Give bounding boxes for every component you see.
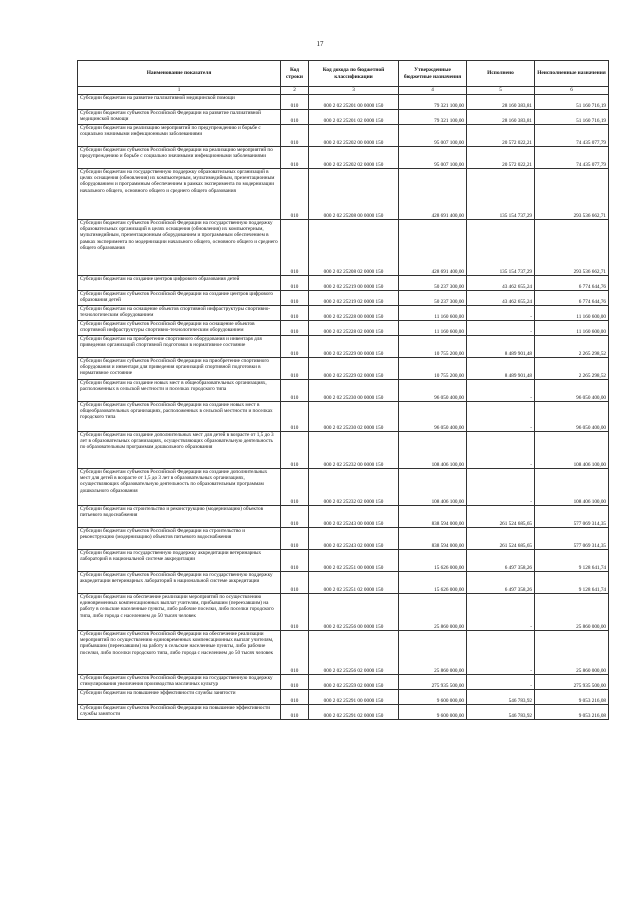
row-executed: 8 489 901,48 [467, 336, 535, 358]
row-executed: - [467, 380, 535, 402]
table-row [78, 110, 609, 125]
table-row [78, 336, 609, 358]
row-unexecuted: 11 160 600,00 [535, 321, 609, 336]
table-row [78, 169, 609, 220]
row-code: 010 [281, 690, 309, 705]
table-row [78, 675, 609, 690]
row-name: Субсидии бюджетам субъектов Российской Федерации на государственную поддержку аккредитации ветеринарных лабораторий в национальной системе аккредитации [78, 572, 281, 594]
row-name: Субсидии бюджетам субъектов Российской Федерации на создание дополнительных мест для детей в возрасте от 1,5 до 3 лет в образовательных организациях, осуществляющих образовательную деятельность по образовательным программам дошкольного образования [78, 469, 281, 506]
row-budget-code: 000 2 02 25228 00 0000 150 [309, 306, 399, 321]
row-budget-code: 000 2 02 25228 02 0000 150 [309, 321, 399, 336]
table-row [78, 321, 609, 336]
row-name: Субсидии бюджетам на обеспечение реализации мероприятий по осуществлению единовременных компенсационных выплат учителям, прибывшим (переехавшим) на работу в сельские населенные пункты, либо рабочие поселки, либо поселки городского типа, либо города с населением до 50 тысяч человек [78, 594, 281, 631]
row-name: Субсидии бюджетам на строительство и реконструкцию (модернизацию) объектов питьевого водоснабжения [78, 506, 281, 528]
row-executed: 43 462 655,24 [467, 291, 535, 306]
row-name: Субсидии бюджетам на оснащение объектов спортивной инфраструктуры спортивно-технологическим оборудованием [78, 306, 281, 321]
row-code: 010 [281, 469, 309, 506]
row-budget-code: 000 2 02 25201 00 0000 150 [309, 95, 399, 110]
row-budget-code: 000 2 02 25229 02 0000 150 [309, 358, 399, 380]
row-budget-code: 000 2 02 25201 02 0000 150 [309, 110, 399, 125]
row-unexecuted: 577 069 314,35 [535, 506, 609, 528]
table-row [78, 306, 609, 321]
row-code: 010 [281, 675, 309, 690]
row-executed: 28 160 383,81 [467, 110, 535, 125]
row-budget-code: 000 2 02 25208 00 0000 150 [309, 169, 399, 220]
row-name: Субсидии бюджетам на создание новых мест в общеобразовательных организациях, расположенных в сельской местности и поселках городского типа [78, 380, 281, 402]
row-code: 010 [281, 110, 309, 125]
row-approved: 428 691 400,00 [399, 220, 467, 276]
row-name: Субсидии бюджетам на государственную поддержку образовательных организаций в целях оснащения (обновления) их компьютерным, мультимедийным, презентационным оборудованием и программным обеспечением в рамках эксперимента по модернизации начального общего, основного общего и среднего общего образования [78, 169, 281, 220]
table-row [78, 550, 609, 572]
row-approved: 79 321 100,00 [399, 95, 467, 110]
row-executed: 261 524 685,65 [467, 506, 535, 528]
row-executed: 6 497 358,26 [467, 572, 535, 594]
row-executed: 6 497 358,26 [467, 550, 535, 572]
row-unexecuted: 6 774 644,76 [535, 291, 609, 306]
row-executed: 135 154 737,29 [467, 220, 535, 276]
page-number: 17 [316, 40, 324, 48]
header-code: Код строки [281, 61, 309, 87]
row-unexecuted: 9 053 216,08 [535, 705, 609, 720]
table-row [78, 291, 609, 306]
row-code: 010 [281, 528, 309, 550]
row-unexecuted: 51 160 716,19 [535, 95, 609, 110]
row-code: 010 [281, 169, 309, 220]
table-row [78, 276, 609, 291]
row-unexecuted: 2 265 298,52 [535, 336, 609, 358]
row-executed: 546 783,92 [467, 690, 535, 705]
row-unexecuted: 108 406 100,00 [535, 469, 609, 506]
row-code: 010 [281, 402, 309, 432]
row-name: Субсидии бюджетам на реализацию мероприятий по предупреждению и борьбе с социально значимыми инфекционными заболеваниями [78, 125, 281, 147]
row-approved: 15 626 000,00 [399, 550, 467, 572]
column-index: 4 [399, 87, 467, 95]
row-budget-code: 000 2 02 25251 00 0000 150 [309, 550, 399, 572]
row-name: Субсидии бюджетам субъектов Российской Федерации на приобретение спортивного оборудования и инвентаря для приведения организаций спортивной подготовки в нормативное состояние [78, 358, 281, 380]
table-row [78, 220, 609, 276]
row-code: 010 [281, 432, 309, 469]
row-approved: 10 755 200,00 [399, 336, 467, 358]
row-budget-code: 000 2 02 25232 02 0000 150 [309, 469, 399, 506]
row-executed: - [467, 306, 535, 321]
row-name: Субсидии бюджетам на развитие паллиативной медицинской помощи [78, 95, 281, 110]
column-index-row [78, 87, 609, 95]
row-code: 010 [281, 147, 309, 169]
row-budget-code: 000 2 02 25243 02 0000 150 [309, 528, 399, 550]
row-code: 010 [281, 631, 309, 675]
row-budget-code: 000 2 02 25219 00 0000 150 [309, 276, 399, 291]
report-table [77, 60, 609, 720]
row-approved: 108 406 100,00 [399, 469, 467, 506]
row-executed: 135 154 737,29 [467, 169, 535, 220]
table-row [78, 631, 609, 675]
row-budget-code: 000 2 02 25291 00 0000 150 [309, 690, 399, 705]
column-index: 1 [78, 87, 281, 95]
column-index: 3 [309, 87, 399, 95]
row-code: 010 [281, 306, 309, 321]
row-approved: 50 237 300,00 [399, 291, 467, 306]
row-approved: 95 007 100,00 [399, 147, 467, 169]
row-budget-code: 000 2 02 25251 02 0000 150 [309, 572, 399, 594]
row-approved: 95 007 100,00 [399, 125, 467, 147]
row-code: 010 [281, 506, 309, 528]
header-unexecuted: Неисполненные назначения [535, 61, 609, 87]
header-approved: Утвержденные бюджетные назначения [399, 61, 467, 87]
row-executed: - [467, 402, 535, 432]
row-name: Субсидии бюджетам субъектов Российской Федерации на реализацию мероприятий по предупреждению и борьбе с социально значимыми инфекционными заболеваниями [78, 147, 281, 169]
table-row [78, 690, 609, 705]
row-name: Субсидии бюджетам субъектов Российской Федерации на создание новых мест в общеобразовательных организациях, расположенных в сельской местности и поселках городского типа [78, 402, 281, 432]
row-executed: 43 462 655,24 [467, 276, 535, 291]
row-unexecuted: 9 053 216,08 [535, 690, 609, 705]
row-name: Субсидии бюджетам субъектов Российской Федерации на создание центров цифрового образования детей [78, 291, 281, 306]
row-executed: 261 524 685,65 [467, 528, 535, 550]
row-budget-code: 000 2 02 25259 02 0000 150 [309, 675, 399, 690]
row-unexecuted: 9 128 641,74 [535, 550, 609, 572]
row-unexecuted: 96 050 400,00 [535, 380, 609, 402]
table-row [78, 469, 609, 506]
row-code: 010 [281, 572, 309, 594]
row-code: 010 [281, 220, 309, 276]
table-row [78, 95, 609, 110]
row-name: Субсидии бюджетам на государственную поддержку аккредитации ветеринарных лабораторий в национальной системе аккредитации [78, 550, 281, 572]
table-row [78, 594, 609, 631]
row-executed: - [467, 631, 535, 675]
row-unexecuted: 25 860 000,00 [535, 631, 609, 675]
row-approved: 10 755 200,00 [399, 358, 467, 380]
row-approved: 79 321 100,00 [399, 110, 467, 125]
row-budget-code: 000 2 02 25291 02 0000 150 [309, 705, 399, 720]
row-code: 010 [281, 291, 309, 306]
row-approved: 9 600 000,00 [399, 690, 467, 705]
row-code: 010 [281, 336, 309, 358]
table-body [78, 95, 609, 720]
row-budget-code: 000 2 02 25243 00 0000 150 [309, 506, 399, 528]
table-header-row [78, 61, 609, 87]
row-budget-code: 000 2 02 25256 00 0000 150 [309, 594, 399, 631]
row-unexecuted: 577 069 314,35 [535, 528, 609, 550]
row-budget-code: 000 2 02 25202 02 0000 150 [309, 147, 399, 169]
row-approved: 9 600 000,00 [399, 705, 467, 720]
row-unexecuted: 108 406 100,00 [535, 432, 609, 469]
row-unexecuted: 25 860 000,00 [535, 594, 609, 631]
row-executed: 28 160 383,81 [467, 95, 535, 110]
row-budget-code: 000 2 02 25219 02 0000 150 [309, 291, 399, 306]
row-executed: 8 489 901,48 [467, 358, 535, 380]
row-unexecuted: 51 160 716,19 [535, 110, 609, 125]
row-executed: - [467, 321, 535, 336]
row-unexecuted: 293 536 662,71 [535, 169, 609, 220]
table-row [78, 506, 609, 528]
row-unexecuted: 6 774 644,76 [535, 276, 609, 291]
row-name: Субсидии бюджетам субъектов Российской Федерации на оснащение объектов спортивной инфраструктуры спортивно-технологическим оборудованием [78, 321, 281, 336]
row-approved: 25 860 000,00 [399, 594, 467, 631]
row-name: Субсидии бюджетам на приобретение спортивного оборудования и инвентаря для приведения организаций спортивной подготовки в нормативное состояние [78, 336, 281, 358]
column-index: 2 [281, 87, 309, 95]
row-approved: 96 050 400,00 [399, 380, 467, 402]
row-name: Субсидии бюджетам на создание центров цифрового образования детей [78, 276, 281, 291]
column-index: 6 [535, 87, 609, 95]
row-name: Субсидии бюджетам субъектов Российской Федерации на обеспечение реализации мероприятий по осуществлению единовременных компенсационных выплат учителям, прибывшим (переехавшим) на работу в сельские населенные пункты, либо рабочие поселки, либо поселки городского типа, либо города с населением до 50 тысяч человек [78, 631, 281, 675]
row-executed: - [467, 594, 535, 631]
row-unexecuted: 74 435 077,79 [535, 125, 609, 147]
row-executed: 20 572 022,21 [467, 147, 535, 169]
row-executed: 20 572 022,21 [467, 125, 535, 147]
row-unexecuted: 9 128 641,74 [535, 572, 609, 594]
table-row [78, 125, 609, 147]
row-name: Субсидии бюджетам на создание дополнительных мест для детей в возрасте от 1,5 до 3 лет в образовательных организациях, осуществляющих образовательную деятельность по образовательным программам дошкольного образования [78, 432, 281, 469]
row-approved: 15 626 000,00 [399, 572, 467, 594]
row-code: 010 [281, 358, 309, 380]
row-executed: - [467, 469, 535, 506]
row-approved: 108 406 100,00 [399, 432, 467, 469]
row-approved: 50 237 300,00 [399, 276, 467, 291]
table-row [78, 432, 609, 469]
row-code: 010 [281, 550, 309, 572]
row-unexecuted: 74 435 077,79 [535, 147, 609, 169]
header-executed: Исполнено [467, 61, 535, 87]
row-budget-code: 000 2 02 25230 02 0000 150 [309, 402, 399, 432]
row-name: Субсидии бюджетам субъектов Российской Федерации на государственную поддержку образовательных организаций в целях оснащения (обновления) их компьютерным, мультимедийным, презентационным оборудованием и программным обеспечением в рамках эксперимента по модернизации начального общего, основного общего и среднего общего образования [78, 220, 281, 276]
row-approved: 11 160 600,00 [399, 306, 467, 321]
row-code: 010 [281, 95, 309, 110]
row-executed: - [467, 432, 535, 469]
row-approved: 838 594 000,00 [399, 528, 467, 550]
row-budget-code: 000 2 02 25229 00 0000 150 [309, 336, 399, 358]
row-budget-code: 000 2 02 25256 02 0000 150 [309, 631, 399, 675]
header-budget-code: Код дохода по бюджетной классификации [309, 61, 399, 87]
row-approved: 25 860 000,00 [399, 631, 467, 675]
table-row [78, 528, 609, 550]
row-name: Субсидии бюджетам субъектов Российской Федерации на строительство и реконструкцию (модернизацию) объектов питьевого водоснабжения [78, 528, 281, 550]
row-executed: 546 783,92 [467, 705, 535, 720]
row-unexecuted: 2 265 298,52 [535, 358, 609, 380]
row-approved: 11 160 600,00 [399, 321, 467, 336]
row-code: 010 [281, 594, 309, 631]
row-unexecuted: 11 160 600,00 [535, 306, 609, 321]
row-code: 010 [281, 705, 309, 720]
row-name: Субсидии бюджетам субъектов Российской Федерации на повышение эффективности службы занятости [78, 705, 281, 720]
table-row [78, 380, 609, 402]
column-index: 5 [467, 87, 535, 95]
table-row [78, 358, 609, 380]
row-unexecuted: 275 935 500,00 [535, 675, 609, 690]
row-code: 010 [281, 321, 309, 336]
table-row [78, 402, 609, 432]
row-budget-code: 000 2 02 25232 00 0000 150 [309, 432, 399, 469]
row-unexecuted: 293 536 662,71 [535, 220, 609, 276]
row-code: 010 [281, 380, 309, 402]
row-budget-code: 000 2 02 25230 00 0000 150 [309, 380, 399, 402]
table-row [78, 147, 609, 169]
row-approved: 275 935 500,00 [399, 675, 467, 690]
row-approved: 838 594 000,00 [399, 506, 467, 528]
row-executed: - [467, 675, 535, 690]
row-unexecuted: 96 050 400,00 [535, 402, 609, 432]
row-name: Субсидии бюджетам субъектов Российской Федерации на развитие паллиативной медицинской помощи [78, 110, 281, 125]
row-approved: 428 691 400,00 [399, 169, 467, 220]
row-name: Субсидии бюджетам на повышение эффективности службы занятости [78, 690, 281, 705]
row-budget-code: 000 2 02 25208 02 0000 150 [309, 220, 399, 276]
row-name: Субсидии бюджетам субъектов Российской Федерации на государственную поддержку стимулирования увеличения производства масличных культур [78, 675, 281, 690]
row-budget-code: 000 2 02 25202 00 0000 150 [309, 125, 399, 147]
table-row [78, 705, 609, 720]
header-name: Наименование показателя [78, 61, 281, 87]
row-approved: 96 050 400,00 [399, 402, 467, 432]
row-code: 010 [281, 276, 309, 291]
row-code: 010 [281, 125, 309, 147]
table-row [78, 572, 609, 594]
